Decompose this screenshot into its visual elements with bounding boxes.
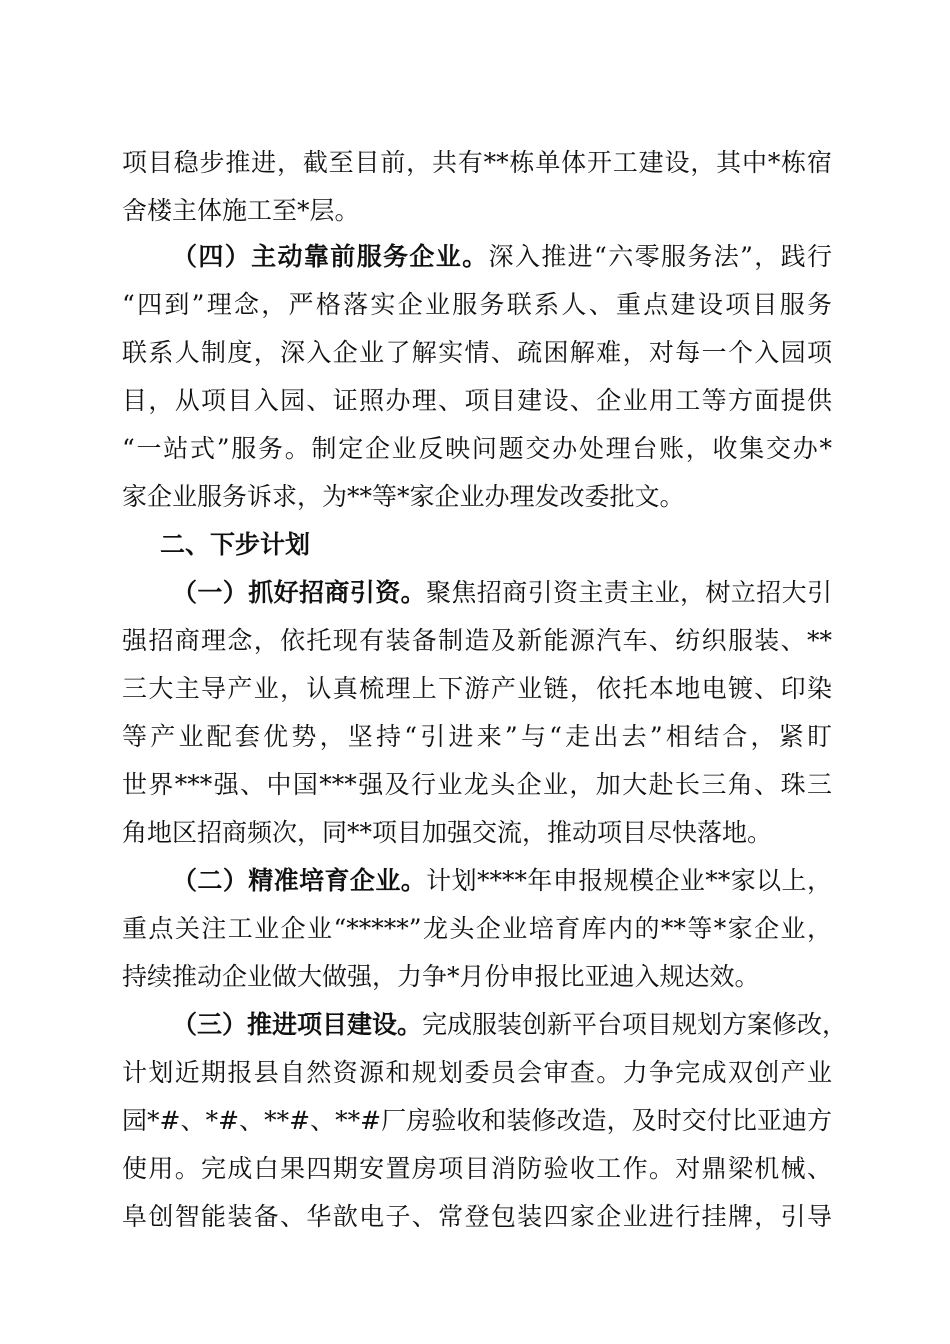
section-heading: 二、下步计划	[160, 530, 311, 559]
paragraph-line: 联系人制度，深入企业了解实情、疏困解难，对每一个入园项	[122, 338, 832, 367]
paragraph-two-first-line	[172, 857, 832, 905]
paragraph-four-first-line	[172, 233, 832, 281]
paragraph-line: 等产业配套优势，坚持“引进来”与“走出去”相结合，紧盯	[122, 722, 832, 751]
paragraph-one-first-line	[172, 569, 832, 617]
paragraph-three-first-line	[172, 1001, 848, 1049]
subheading-one: （一）抓好招商引资。	[172, 578, 426, 607]
subheading-two: （二）精准培育企业。	[172, 866, 427, 895]
paragraph-line: 持续推动企业做大做强，力争*月份申报比亚迪入规达效。	[122, 962, 760, 991]
paragraph-text: 计划****年申报规模企业**家以上，	[426, 866, 832, 895]
paragraph-line: 世界***强、中国***强及行业龙头企业，加大赴长三角、珠三	[122, 770, 832, 799]
paragraph-line: 强招商理念，依托现有装备制造及新能源汽车、纺织服装、**	[122, 626, 832, 655]
paragraph-line: 计划近期报县自然资源和规划委员会审查。力争完成双创产业	[122, 1058, 832, 1087]
paragraph-line: 项目稳步推进，截至目前，共有**栋单体开工建设，其中*栋宿	[122, 148, 832, 177]
paragraph-line: 阜创智能装备、华歆电子、常登包装四家企业进行挂牌，引导	[122, 1202, 832, 1231]
paragraph-line: “一站式”服务。制定企业反映问题交办处理台账，收集交办*	[122, 434, 832, 463]
subheading-four: （四）主动靠前服务企业。	[172, 242, 489, 271]
paragraph-line: 园*#、*#、**#、**#厂房验收和装修改造，及时交付比亚迪方	[122, 1106, 832, 1135]
subheading-three: （三）推进项目建设。	[172, 1010, 423, 1039]
paragraph-text: 深入推进“六零服务法”，践行	[488, 242, 832, 271]
paragraph-text: 聚焦招商引资主责主业，树立招大引	[426, 578, 832, 607]
paragraph-line: 舍楼主体施工至*层。	[122, 196, 360, 225]
paragraph-line: 重点关注工业企业“*****”龙头企业培育库内的**等*家企业，	[122, 914, 832, 943]
paragraph-line: 家企业服务诉求，为**等*家企业办理发改委批文。	[122, 482, 685, 511]
paragraph-line: 角地区招商频次，同**项目加强交流，推动项目尽快落地。	[122, 818, 773, 847]
paragraph-line: 使用。完成白果四期安置房项目消防验收工作。对鼎梁机械、	[122, 1154, 832, 1183]
paragraph-line: 目，从项目入园、证照办理、项目建设、企业用工等方面提供	[122, 386, 832, 415]
paragraph-text: 完成服装创新平台项目规划方案修改，	[422, 1010, 848, 1039]
paragraph-line: 三大主导产业，认真梳理上下游产业链，依托本地电镀、印染	[122, 674, 832, 703]
paragraph-line: “四到”理念，严格落实企业服务联系人、重点建设项目服务	[122, 290, 832, 319]
